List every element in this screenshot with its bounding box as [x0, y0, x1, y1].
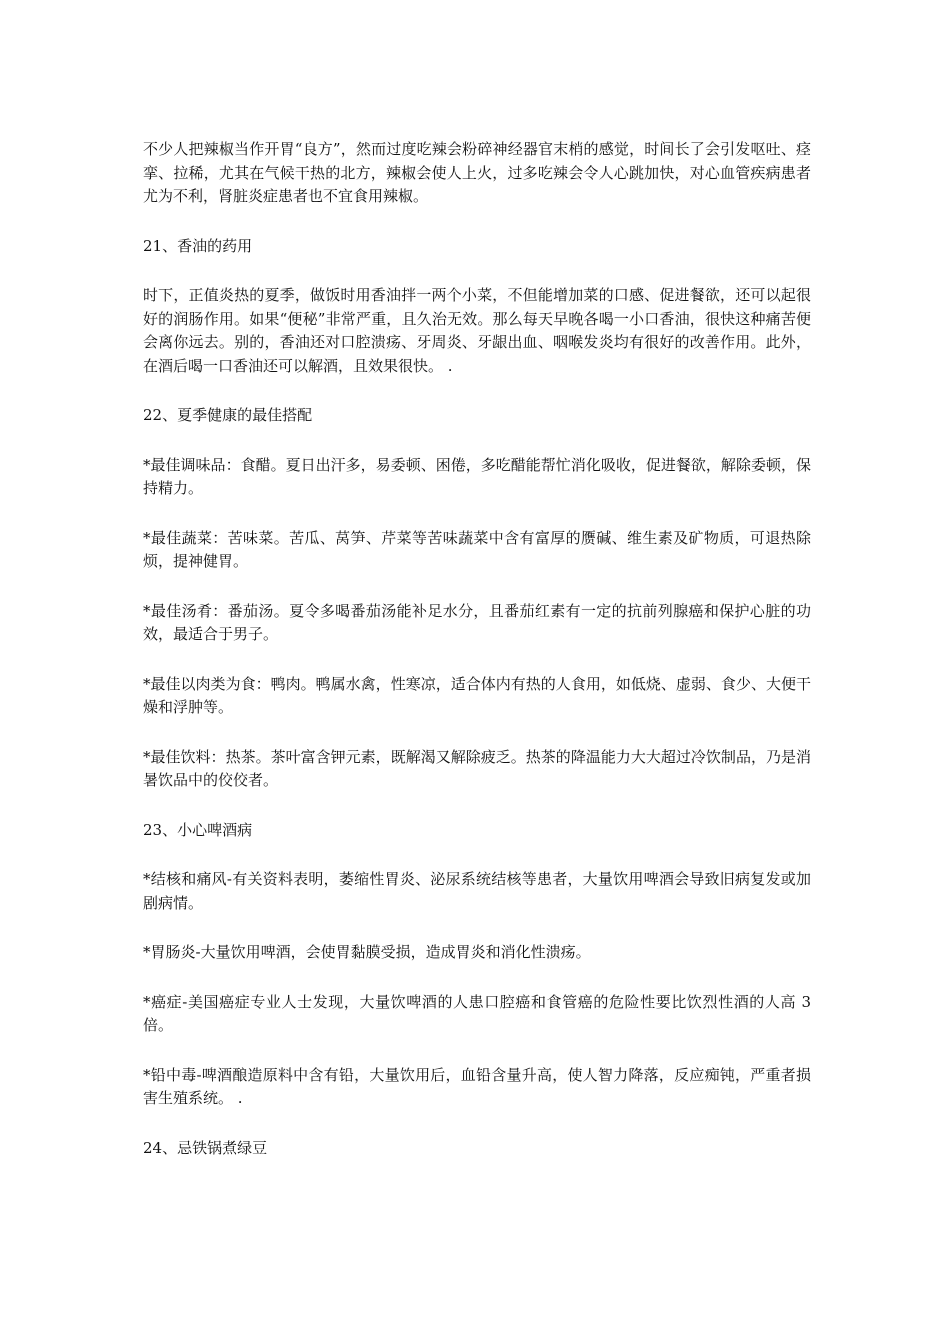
list-item-meat: *最佳以肉类为食：鸭肉。鸭属水禽，性寒凉，适合体内有热的人食用，如低烧、虚弱、食少、大便干燥和浮肿等。	[143, 674, 811, 716]
list-item-soup: *最佳汤肴：番茄汤。夏令多喝番茄汤能补足水分，且番茄红素有一定的抗前列腺癌和保护心脏的功效，最适合于男子。	[143, 601, 811, 643]
list-item-vegetable: *最佳蔬菜：苦味菜。苦瓜、莴笋、芹菜等苦味蔬菜中含有富厚的赝碱、维生素及矿物质，可退热除烦，提神健胃。	[143, 528, 811, 570]
document-page	[143, 138, 811, 1160]
list-item-seasoning: *最佳调味品：食醋。夏日出汗多，易委顿、困倦，多吃醋能帮忙消化吸收，促进餐欲，解除委顿，保持精力。	[143, 455, 811, 497]
list-item-cancer: *癌症-美国癌症专业人士发现，大量饮啤酒的人患口腔癌和食管癌的危险性要比饮烈性酒的人高 3 倍。	[143, 992, 811, 1034]
paragraph-sesame-oil: 时下，正值炎热的夏季，做饭时用香油拌一两个小菜，不但能增加菜的口感、促进餐欲，还可以起很好的润肠作用。如果“便秘”非常严重，且久治无效。那么每天早晚各喝一小口香油，很快这种痛苦便会离你远去。别的，香油还对口腔溃疡、牙周炎、牙龈出血、咽喉发炎均有很好的改善作用。此外，在酒后喝一口香油还可以解酒，且效果很快。 .	[143, 286, 811, 375]
section-heading-21: 21、香油的药用	[143, 236, 253, 255]
list-item-tuberculosis: *结核和痛风-有关资料表明，萎缩性胃炎、泌尿系统结核等患者，大量饮用啤酒会导致旧病复发或加剧病情。	[143, 870, 811, 912]
list-item-lead: *铅中毒-啤酒酿造原料中含有铅，大量饮用后，血铅含量升高，使人智力降落，反应痴钝，严重者损害生殖系统。 .	[143, 1065, 811, 1107]
list-item-gastritis: *胃肠炎-大量饮用啤酒，会使胃黏膜受损，造成胃炎和消化性溃疡。	[143, 943, 591, 961]
paragraph-chili: 不少人把辣椒当作开胃“良方”，然而过度吃辣会粉碎神经器官末梢的感觉，时间长了会引发呕吐、痉挛、拉稀，尤其在气候干热的北方，辣椒会使人上火，过多吃辣会令人心跳加快，对心血管疾病患者尤为不利，肾脏炎症患者也不宜食用辣椒。	[143, 140, 811, 205]
section-heading-24: 24、忌铁锅煮绿豆	[143, 1138, 268, 1157]
list-item-drink: *最佳饮料：热茶。茶叶富含钾元素，既解渴又解除疲乏。热茶的降温能力大大超过冷饮制品，乃是消暑饮品中的佼佼者。	[143, 747, 811, 789]
section-heading-22: 22、夏季健康的最佳搭配	[143, 406, 313, 424]
section-heading-23: 23、小心啤酒病	[143, 820, 253, 839]
